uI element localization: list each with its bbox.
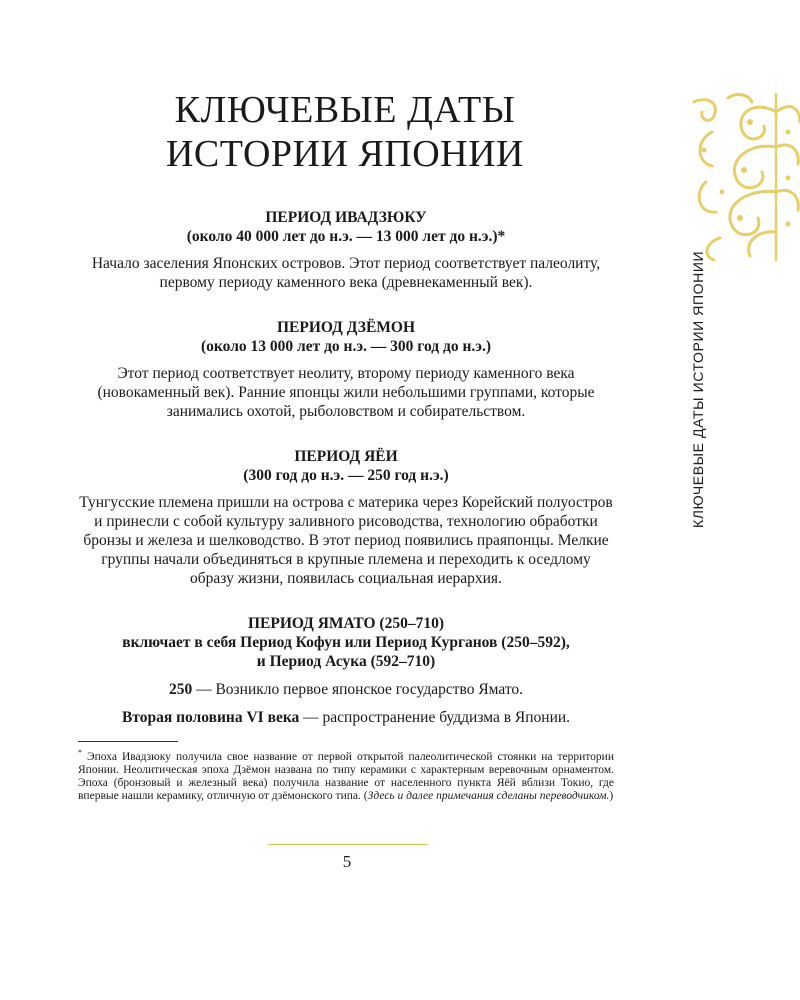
entry-text: — распространение буддизма в Японии. <box>299 709 571 726</box>
section-dates: (около 40 000 лет до н.э. — 13 000 лет до н.э.)* <box>186 228 506 245</box>
section-title: ПЕРИОД ЯЁИ <box>294 448 398 465</box>
section-heading <box>78 447 614 485</box>
section-dzyomon <box>78 318 614 421</box>
footnote-divider <box>78 741 178 742</box>
footnote-close: ) <box>609 789 614 802</box>
timeline-entry <box>78 708 614 727</box>
section-title: ПЕРИОД ЯМАТО (250–710) <box>247 615 445 632</box>
section-yayoi <box>78 447 614 588</box>
section-dates: (около 13 000 лет до н.э. — 300 год до н.э.) <box>201 338 491 355</box>
section-yamato <box>78 614 614 727</box>
section-heading <box>78 318 614 356</box>
page-title-line-1: КЛЮЧЕВЫЕ ДАТЫ <box>174 89 516 131</box>
timeline-entry <box>78 680 614 699</box>
gold-floral-ornament-icon <box>692 92 800 262</box>
main-content <box>78 208 614 753</box>
footnote-mark: * <box>78 748 82 757</box>
running-head-text: КЛЮЧЕВЫЕ ДАТЫ ИСТОРИИ ЯПОНИИ <box>690 250 706 528</box>
entry-text: — Возникло первое японское государство Ямато. <box>192 681 524 698</box>
page-title-line-2: ИСТОРИИ ЯПОНИИ <box>165 133 525 175</box>
section-heading <box>78 614 614 671</box>
section-text: Начало заселения Японских островов. Этот период соответствует палеолиту, первому периоду каменного века (древнекаменный век). <box>91 255 601 291</box>
running-head <box>686 250 710 528</box>
section-dates: (300 год до н.э. — 250 год н.э.) <box>243 467 449 484</box>
entry-date: Вторая половина VI века <box>121 709 300 726</box>
section-title: ПЕРИОД ИВАДЗЮКУ <box>265 209 427 226</box>
section-text: Тунгусские племена пришли на острова с материка через Корейский полуостров и принесли с собой культуру заливного рисоводства, технологию обработки бронзы и железа и шелководство. В этот период появились праяпонцы. Мелкие группы начали объединяться в крупные племена и переходить к оседлому образу жизни, появилась социальная иерархия. <box>79 494 613 587</box>
section-heading <box>78 208 614 246</box>
page-number: 5 <box>342 852 352 871</box>
footnote-translator-note: Здесь и далее примечания сделаны переводчиком. <box>367 789 610 802</box>
section-title: ПЕРИОД ДЗЁМОН <box>276 319 416 336</box>
footnote-text: Эпоха Ивадзюку получила свое название от первой открытой палеолитической стоянки на территории Японии. Неолитическая эпоха Дзёмон названа по типу керамики с характерным веревочным орнаментом. Эпоха (бронзовый и железный века) получила название от населенного пункта Яёй вблизи Токио, где впервые нашли керамику, отличную от дзёмонского типа. ( <box>78 750 614 802</box>
section-text: Этот период соответствует неолиту, второму периоду каменного века (новокаменный век). Ранние японцы жили небольшими группами, которые занимались охотой, рыболовством и собирательством. <box>97 365 595 420</box>
section-subheading: и Период Асука (592–710) <box>256 653 436 670</box>
page-title <box>110 88 580 176</box>
section-ivadzyuku <box>78 208 614 292</box>
footnote <box>78 741 614 803</box>
section-subheading: включает в себя Период Кофун или Период Курганов (250–592), <box>122 634 570 651</box>
bottom-divider <box>268 844 428 845</box>
entry-date: 250 <box>168 681 193 698</box>
